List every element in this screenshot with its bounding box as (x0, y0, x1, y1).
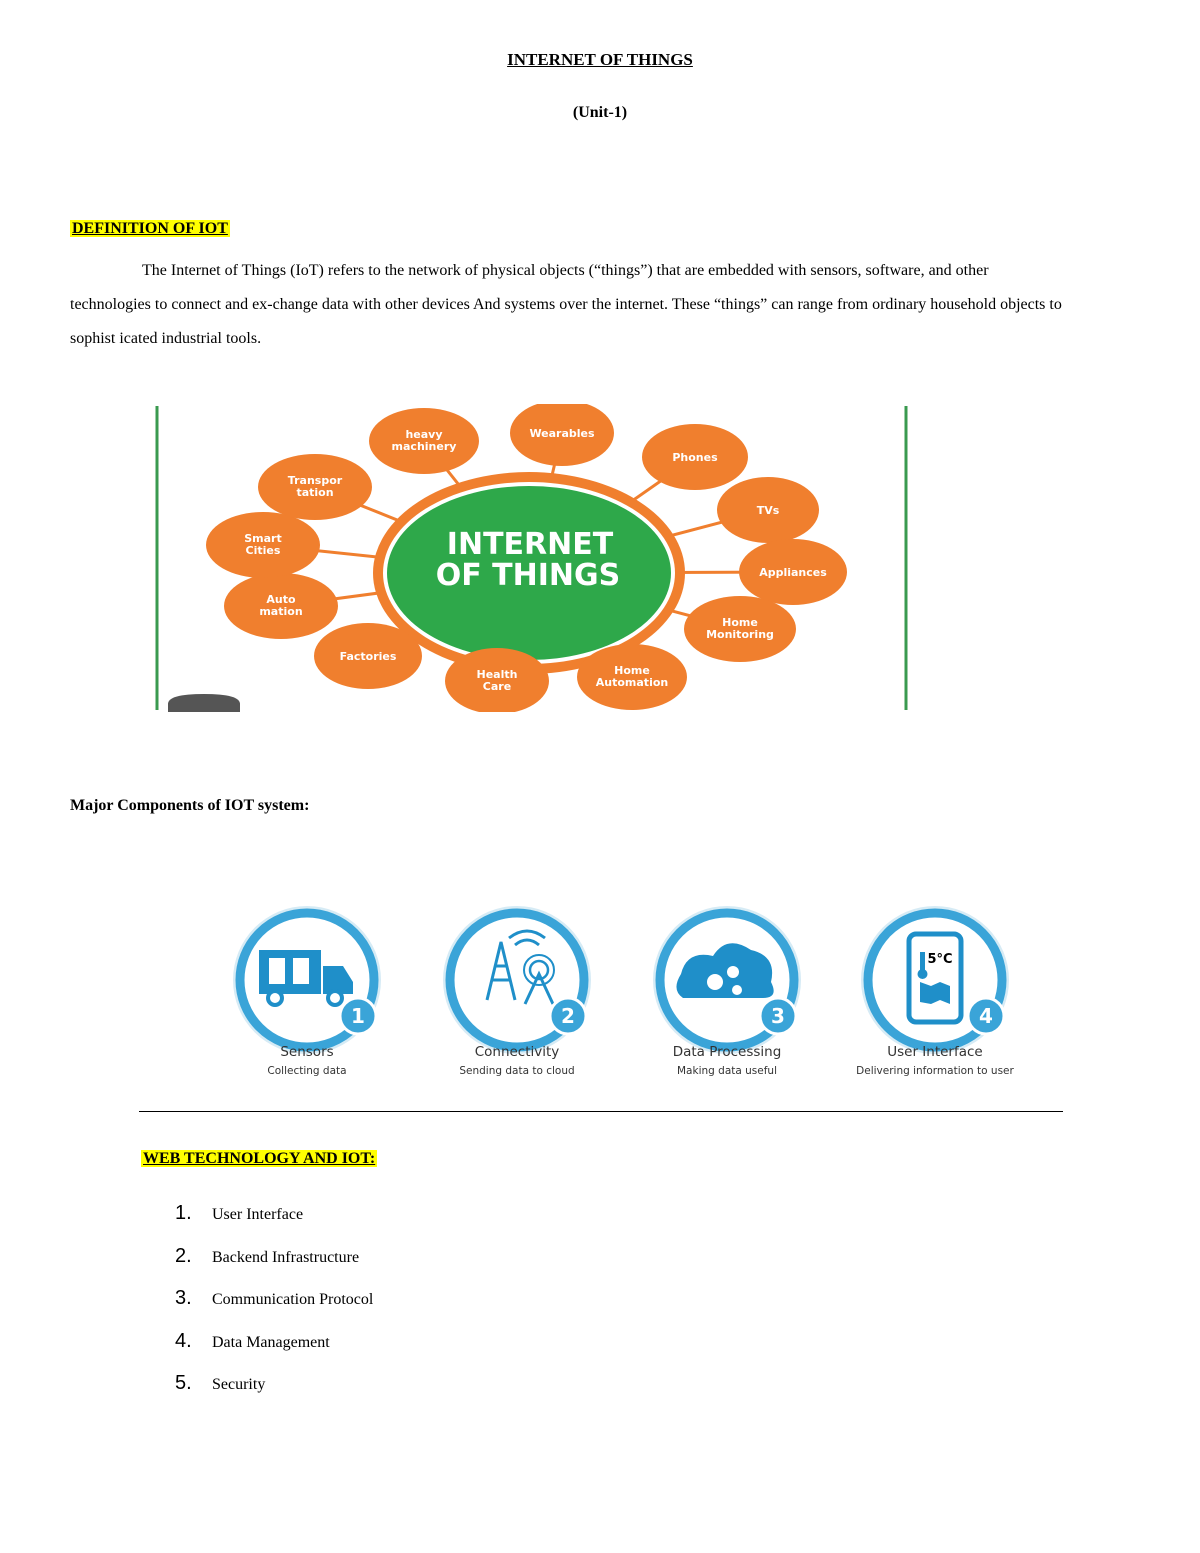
iot-node (445, 648, 549, 712)
list-number: 5. (175, 1372, 192, 1394)
iot-components-image (214, 905, 1034, 1085)
list-label: Data Management (212, 1333, 330, 1351)
component-number-badge: 2 (561, 1004, 575, 1028)
iot-node-label: Phones (672, 451, 718, 464)
component-title: Connectivity (474, 1044, 560, 1060)
iot-node (577, 644, 687, 710)
iot-node-label: heavy (405, 428, 443, 441)
iot-node (684, 596, 796, 662)
iot-node (717, 477, 819, 543)
component-item (856, 906, 1014, 1077)
iot-node (258, 454, 372, 520)
web-technology-list (175, 1202, 373, 1415)
list-number: 4. (175, 1329, 192, 1352)
iot-node-label: Smart (244, 532, 282, 545)
iot-node-label: Home (722, 616, 758, 629)
component-subtitle: Collecting data (267, 1065, 347, 1077)
unit-label: (Unit-1) (572, 104, 628, 121)
iot-node-label: TVs (756, 504, 780, 517)
iot-node-label: tation (296, 486, 334, 499)
iot-node-label: Transpor (287, 474, 343, 487)
temperature-readout: 5°C (927, 952, 953, 967)
component-number-badge: 1 (351, 1004, 365, 1028)
major-components-heading: Major Components of IOT system: (70, 797, 310, 814)
definition-heading: DEFINITION OF IOT (72, 220, 228, 237)
list-item (175, 1330, 373, 1373)
component-title: Data Processing (672, 1044, 782, 1060)
iot-node (369, 408, 479, 474)
component-title: User Interface (887, 1044, 983, 1060)
iot-node-label: Health (476, 668, 518, 681)
iot-node-label: Wearables (529, 427, 595, 440)
component-subtitle: Making data useful (677, 1065, 777, 1077)
iot-node (739, 539, 847, 605)
iot-node-label: Factories (339, 650, 397, 663)
iot-node-label: Monitoring (706, 628, 774, 641)
component-subtitle: Sending data to cloud (459, 1065, 575, 1077)
component-item (443, 906, 591, 1077)
web-heading-wrap (141, 1150, 377, 1168)
list-label: Security (212, 1376, 266, 1393)
list-item (175, 1245, 373, 1288)
iot-node (314, 623, 422, 689)
definition-paragraph: The Internet of Things (IoT) refers to the network of physical objects (“things”) that are embedded with sensors, software, and other technologies to connect and ex-change data with other devices And systems over the internet. These “things” can range from ordinary household objects to sophist icated industrial tools. (70, 262, 1062, 347)
iot-node-label: mation (259, 605, 303, 618)
iot-node-label: machinery (391, 440, 457, 453)
web-technology-heading: WEB TECHNOLOGY AND IOT: (143, 1150, 376, 1167)
iot-node (642, 424, 748, 490)
list-number: 2. (175, 1244, 192, 1267)
camera-overlay-icon (168, 694, 240, 712)
iot-node (224, 573, 338, 639)
horizontal-divider (139, 1111, 1063, 1112)
list-item (175, 1372, 373, 1415)
list-label: Communication Protocol (212, 1291, 374, 1308)
iot-node-label: Auto (266, 593, 296, 606)
iot-center-text-1: INTERNET (446, 527, 614, 562)
definition-heading-wrap (70, 220, 230, 238)
iot-node (206, 512, 320, 578)
iot-node-label: Cities (245, 544, 281, 557)
list-number: 3. (175, 1287, 192, 1309)
iot-node-label: Home (614, 664, 650, 677)
list-label: Backend Infrastructure (212, 1248, 360, 1266)
list-label: User Interface (212, 1206, 304, 1223)
iot-node-label: Automation (595, 676, 669, 689)
iot-diagram-image (154, 404, 910, 712)
iot-node-label: Care (482, 680, 512, 693)
component-number-badge: 4 (979, 1004, 993, 1028)
document-title: INTERNET OF THINGS (507, 50, 693, 69)
component-subtitle: Delivering information to user (856, 1065, 1014, 1077)
list-number: 1. (175, 1202, 192, 1224)
iot-node-label: Appliances (759, 566, 827, 579)
list-item (175, 1202, 373, 1245)
component-item (233, 906, 381, 1077)
iot-center-text-2: OF THINGS (435, 558, 621, 593)
component-title: Sensors (280, 1044, 334, 1060)
list-item (175, 1287, 373, 1330)
component-number-badge: 3 (771, 1004, 785, 1028)
component-item (653, 906, 801, 1077)
